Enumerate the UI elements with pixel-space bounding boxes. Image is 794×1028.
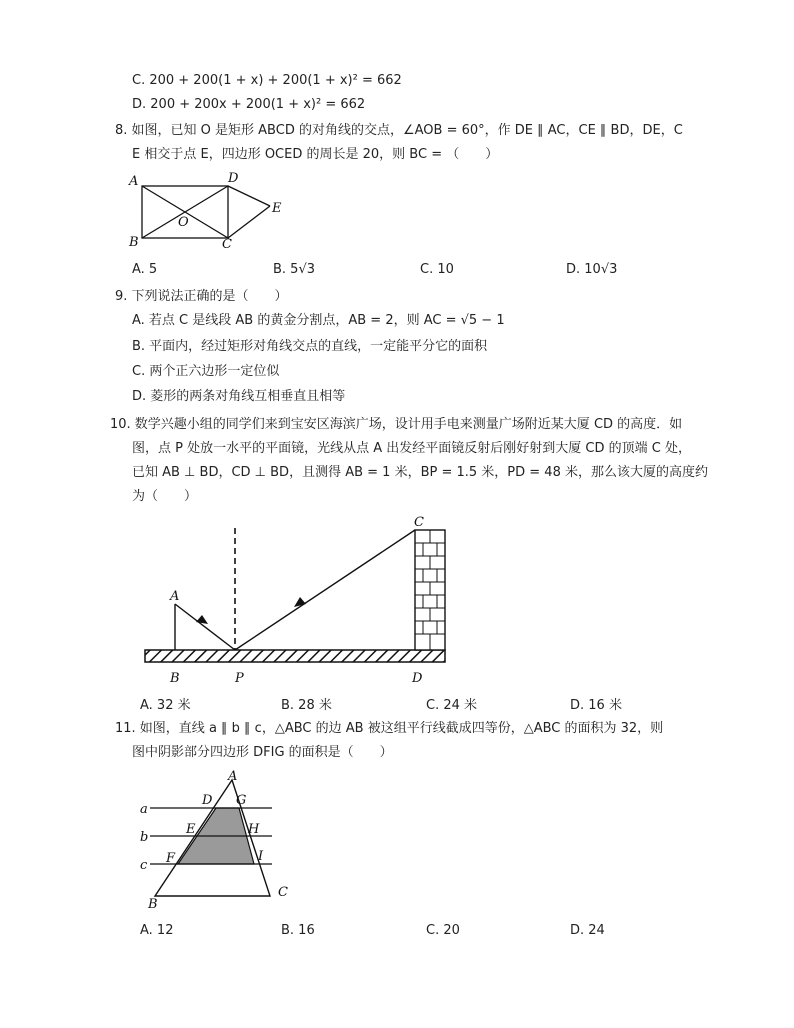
q10-option-b: B. 28 米	[281, 698, 332, 713]
q11-option-a: A. 12	[140, 923, 174, 938]
q8-label-c: C	[222, 237, 232, 252]
q11-label-c-line: c	[140, 858, 148, 873]
q8-option-a: A. 5	[132, 262, 158, 277]
q11-option-b: B. 16	[281, 923, 315, 938]
q11-label-d: D	[202, 793, 213, 808]
q9-option-b: B. 平面内，经过矩形对角线交点的直线，一定能平分它的面积	[132, 339, 488, 354]
q8-stem-line1: 8. 如图，已知 O 是矩形 ABCD 的对角线的交点，∠AOB = 60°，作 DE ∥ AC，CE ∥ BD，DE，C	[115, 123, 683, 138]
q11-label-f: F	[166, 851, 176, 866]
q8-option-c: C. 10	[420, 262, 454, 277]
q10-option-a: A. 32 米	[140, 698, 191, 713]
q8-option-d: D. 10√3	[566, 262, 618, 277]
q8-label-a: A	[129, 174, 139, 189]
q11-figure	[136, 768, 306, 912]
q9-option-c: C. 两个正六边形一定位似	[132, 364, 280, 379]
q11-label-g: G	[236, 793, 247, 808]
q10-figure	[140, 512, 460, 690]
q11-label-b: B	[148, 897, 158, 912]
q8-label-d: D	[228, 171, 239, 186]
q10-label-d: D	[412, 671, 423, 686]
q11-label-h: H	[248, 822, 260, 837]
q8-label-o: O	[178, 215, 189, 230]
q11-option-c: C. 20	[426, 923, 460, 938]
q11-label-c: C	[278, 885, 288, 900]
q10-label-c: C	[414, 515, 424, 530]
q11-stem-line2: 图中阴影部分四边形 DFIG 的面积是（ ）	[132, 745, 393, 760]
q11-label-a: A	[228, 769, 238, 784]
q11-label-i: I	[258, 849, 264, 864]
q10-stem-line4: 为（ ）	[132, 489, 198, 504]
q7-option-d: D. 200 + 200x + 200(1 + x)² = 662	[132, 97, 366, 112]
q10-option-d: D. 16 米	[570, 698, 622, 713]
q8-label-e: E	[272, 201, 282, 216]
q8-figure	[120, 168, 300, 256]
q11-label-b-line: b	[140, 830, 149, 845]
q9-stem: 9. 下列说法正确的是（ ）	[115, 289, 288, 304]
q8-label-b: B	[129, 235, 139, 250]
q10-option-c: C. 24 米	[426, 698, 478, 713]
q9-option-a: A. 若点 C 是线段 AB 的黄金分割点，AB = 2，则 AC = √5 − 1	[132, 313, 505, 328]
q11-option-d: D. 24	[570, 923, 605, 938]
q11-label-a-line: a	[140, 802, 148, 817]
q9-option-d: D. 菱形的两条对角线互相垂直且相等	[132, 389, 346, 404]
q8-stem-line2: E 相交于点 E，四边形 OCED 的周长是 20，则 BC = （ ）	[132, 147, 499, 162]
q11-stem-line1: 11. 如图，直线 a ∥ b ∥ c，△ABC 的边 AB 被这组平行线截成四等份，△ABC 的面积为 32，则	[115, 721, 664, 736]
q10-label-b: B	[170, 671, 180, 686]
q10-stem-line2: 图，点 P 处放一水平的平面镜，光线从点 A 出发经平面镜反射后刚好射到大厦 CD 的顶端 C 处，	[132, 441, 691, 456]
q10-label-a: A	[170, 589, 180, 604]
q11-label-e: E	[186, 822, 196, 837]
q10-stem-line1: 10. 数学兴趣小组的同学们来到宝安区海滨广场，设计用手电来测量广场附近某大厦 CD 的高度．如	[110, 417, 683, 432]
q8-option-b: B. 5√3	[273, 262, 316, 277]
q10-label-p: P	[235, 671, 244, 686]
q10-stem-line3: 已知 AB ⊥ BD，CD ⊥ BD，且测得 AB = 1 米，BP = 1.5 米，PD = 48 米，那么该大厦的高度约	[132, 465, 708, 480]
q7-option-c: C. 200 + 200(1 + x) + 200(1 + x)² = 662	[132, 73, 402, 88]
